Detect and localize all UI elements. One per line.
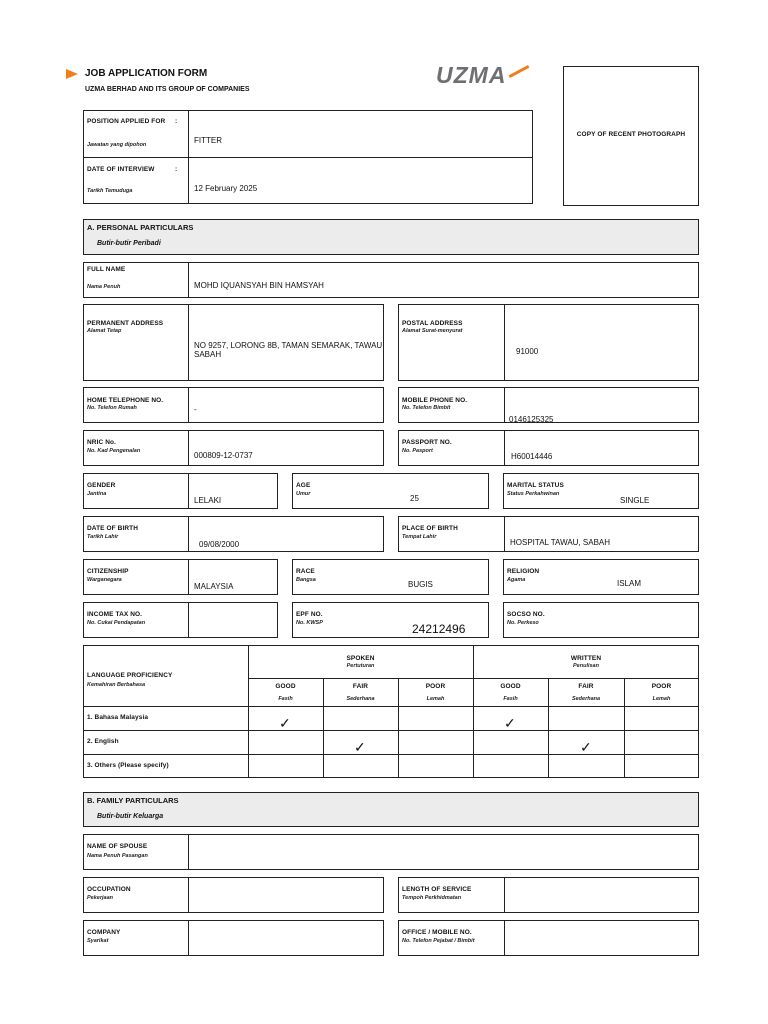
- spouse-sub: Nama Penuh Pasangan: [87, 853, 148, 859]
- perm-addr-sub: Alamat Tetap: [87, 328, 122, 334]
- gender-label: GENDER: [87, 482, 116, 489]
- colon: :: [175, 118, 178, 125]
- written-sub: Penulisan: [573, 663, 599, 669]
- perm-addr-line2[interactable]: SABAH: [194, 350, 222, 359]
- language-row-others: 3. Others (Please specify): [87, 762, 169, 769]
- colon: :: [175, 166, 178, 173]
- divider: [188, 559, 189, 595]
- position-value[interactable]: FITTER: [194, 136, 222, 145]
- pob-sub: Tempat Lahir: [402, 534, 437, 540]
- divider: [83, 706, 699, 707]
- religion-box: [503, 559, 699, 595]
- written-poor-sub: Lemah: [652, 696, 671, 702]
- citizen-value[interactable]: MALAYSIA: [194, 582, 234, 591]
- company-name: UZMA BERHAD AND ITS GROUP OF COMPANIES: [85, 86, 250, 93]
- citizen-label: CITIZENSHIP: [87, 568, 129, 575]
- epf-label: EPF NO.: [296, 611, 323, 618]
- position-label: POSITION APPLIED FOR: [87, 118, 166, 125]
- language-sub: Kemahiran Berbahasa: [87, 682, 146, 688]
- occupation-label: OCCUPATION: [87, 886, 131, 893]
- age-box: [292, 473, 489, 509]
- spoken-fair-sub: Sederhana: [346, 696, 375, 702]
- spouse-label: NAME OF SPOUSE: [87, 843, 148, 850]
- divider: [504, 920, 505, 956]
- section-a-title: A. PERSONAL PARTICULARS: [87, 223, 194, 232]
- written-fair-sub: Sederhana: [571, 696, 601, 702]
- mobile-value[interactable]: 0146125325: [509, 415, 554, 424]
- section-b-subtitle: Butir-butir Keluarga: [97, 813, 164, 820]
- position-sub: Jawatan yang dipohon: [87, 142, 147, 148]
- form-title: JOB APPLICATION FORM: [85, 68, 208, 79]
- logo-swoosh-icon: [509, 65, 530, 78]
- spoken-sub: Pertuturan: [346, 663, 375, 669]
- divider: [504, 304, 505, 381]
- divider: [188, 262, 189, 298]
- company-label: COMPANY: [87, 929, 121, 936]
- postal-value[interactable]: 91000: [516, 347, 539, 356]
- mobile-label: MOBILE PHONE NO.: [402, 397, 468, 404]
- office-label: OFFICE / MOBILE NO.: [402, 929, 472, 936]
- epf-sub: No. KWSP: [296, 620, 323, 626]
- full-name-row: [83, 262, 699, 298]
- home-tel-value[interactable]: -: [194, 405, 197, 414]
- marital-value[interactable]: SINGLE: [620, 496, 650, 505]
- citizen-sub: Warganegara: [87, 577, 122, 583]
- passport-value[interactable]: H60014446: [511, 452, 553, 461]
- home-tel-label: HOME TELEPHONE NO.: [87, 397, 164, 404]
- interview-sub: Tarikh Temuduga: [87, 188, 133, 194]
- divider: [248, 678, 699, 679]
- age-value[interactable]: 25: [410, 494, 419, 503]
- race-value[interactable]: BUGIS: [408, 580, 433, 589]
- occupation-box: [83, 877, 384, 913]
- tax-sub: No. Cukai Pendapatan: [87, 620, 146, 626]
- check-icon[interactable]: ✓: [580, 739, 592, 755]
- full-name-sub: Nama Penuh: [87, 284, 121, 290]
- postal-address-box: [398, 304, 699, 381]
- divider: [188, 110, 189, 204]
- spoken-good: GOOD: [275, 683, 296, 690]
- company-sub: Syarikat: [87, 938, 109, 944]
- check-icon[interactable]: ✓: [279, 715, 291, 731]
- nric-sub: No. Kad Pengenalan: [87, 448, 141, 454]
- divider: [83, 157, 533, 158]
- divider: [504, 877, 505, 913]
- full-name-label: FULL NAME: [87, 266, 126, 273]
- spoken-fair: FAIR: [352, 683, 369, 690]
- divider: [624, 678, 625, 778]
- language-row-malay: 1. Bahasa Malaysia: [87, 714, 149, 721]
- pob-label: PLACE OF BIRTH: [402, 525, 458, 532]
- nric-label: NRIC No.: [87, 439, 116, 446]
- divider: [188, 602, 189, 638]
- divider: [83, 754, 699, 755]
- divider: [188, 920, 189, 956]
- divider: [188, 877, 189, 913]
- marital-sub: Status Perkahwinan: [507, 491, 560, 497]
- section-a-subtitle: Butir-butir Peribadi: [97, 240, 161, 247]
- perm-addr-line1[interactable]: NO 9257, LORONG 8B, TAMAN SEMARAK, TAWAU: [194, 341, 383, 350]
- dob-label: DATE OF BIRTH: [87, 525, 139, 532]
- divider: [504, 516, 505, 552]
- office-sub: No. Telefon Pejabat / Bimbit: [402, 938, 475, 944]
- divider: [548, 678, 549, 778]
- written-header: WRITTEN: [570, 655, 602, 662]
- written-good-sub: Fasih: [503, 696, 518, 702]
- divider: [398, 678, 399, 778]
- language-label: LANGUAGE PROFICIENCY: [87, 672, 173, 679]
- passport-sub: No. Pasport: [402, 448, 433, 454]
- divider: [504, 387, 505, 423]
- divider: [188, 304, 189, 381]
- postal-sub: Alamat Surat-menyurat: [402, 328, 463, 334]
- race-sub: Bangsa: [296, 577, 316, 583]
- tax-label: INCOME TAX NO.: [87, 611, 143, 618]
- pob-value[interactable]: HOSPITAL TAWAU, SABAH: [510, 538, 611, 547]
- age-label: AGE: [296, 482, 311, 489]
- photo-label: COPY OF RECENT PHOTOGRAPH: [576, 131, 686, 138]
- religion-sub: Agama: [507, 577, 526, 583]
- written-good: GOOD: [500, 683, 521, 690]
- service-sub: Tempoh Perkhidmatan: [402, 895, 462, 901]
- interview-value[interactable]: 12 February 2025: [194, 184, 258, 193]
- religion-value[interactable]: ISLAM: [617, 579, 642, 588]
- spouse-row: [83, 834, 699, 870]
- religion-label: RELIGION: [507, 568, 540, 575]
- divider: [504, 430, 505, 466]
- dob-sub: Tarikh Lahir: [87, 534, 119, 540]
- interview-label: DATE OF INTERVIEW: [87, 166, 155, 173]
- marital-label: MARITAL STATUS: [507, 482, 564, 489]
- epf-value[interactable]: 24212496: [412, 622, 466, 636]
- full-name-value[interactable]: MOHD IQUANSYAH BIN HAMSYAH: [194, 281, 324, 290]
- title-arrow-icon: [66, 69, 78, 79]
- divider: [188, 387, 189, 423]
- divider: [188, 516, 189, 552]
- perm-addr-label: PERMANENT ADDRESS: [87, 320, 164, 327]
- mobile-sub: No. Telefon Bimbit: [402, 405, 451, 411]
- race-box: [292, 559, 489, 595]
- spoken-header: SPOKEN: [346, 655, 375, 662]
- spoken-good-sub: Fasih: [278, 696, 293, 702]
- socso-sub: No. Perkeso: [507, 620, 539, 626]
- gender-box: [83, 473, 278, 509]
- dob-value[interactable]: 09/08/2000: [199, 540, 240, 549]
- divider: [83, 730, 699, 731]
- divider: [188, 430, 189, 466]
- language-row-english: 2. English: [87, 738, 119, 745]
- uzma-logo: UZMA: [436, 62, 507, 88]
- passport-label: PASSPORT NO.: [402, 439, 452, 446]
- check-icon[interactable]: ✓: [504, 715, 516, 731]
- race-label: RACE: [296, 568, 315, 575]
- spoken-poor: POOR: [425, 683, 446, 690]
- age-sub: Umur: [296, 491, 311, 497]
- occupation-sub: Pekerjaan: [87, 895, 113, 901]
- home-tel-sub: No. Telefon Rumah: [87, 405, 137, 411]
- section-b-title: B. FAMILY PARTICULARS: [87, 796, 179, 805]
- postal-label: POSTAL ADDRESS: [402, 320, 463, 327]
- written-fair: FAIR: [578, 683, 594, 690]
- written-poor: POOR: [651, 683, 672, 690]
- divider: [188, 834, 189, 870]
- gender-sub: Jantina: [87, 491, 107, 497]
- nric-value[interactable]: 000809-12-0737: [194, 451, 253, 460]
- service-label: LENGTH OF SERVICE: [402, 886, 472, 893]
- socso-label: SOCSO NO.: [507, 611, 545, 618]
- spoken-poor-sub: Lemah: [426, 696, 445, 702]
- divider: [323, 678, 324, 778]
- divider: [188, 473, 189, 509]
- gender-value[interactable]: LELAKI: [194, 496, 222, 505]
- check-icon[interactable]: ✓: [354, 739, 366, 755]
- company-box: [83, 920, 384, 956]
